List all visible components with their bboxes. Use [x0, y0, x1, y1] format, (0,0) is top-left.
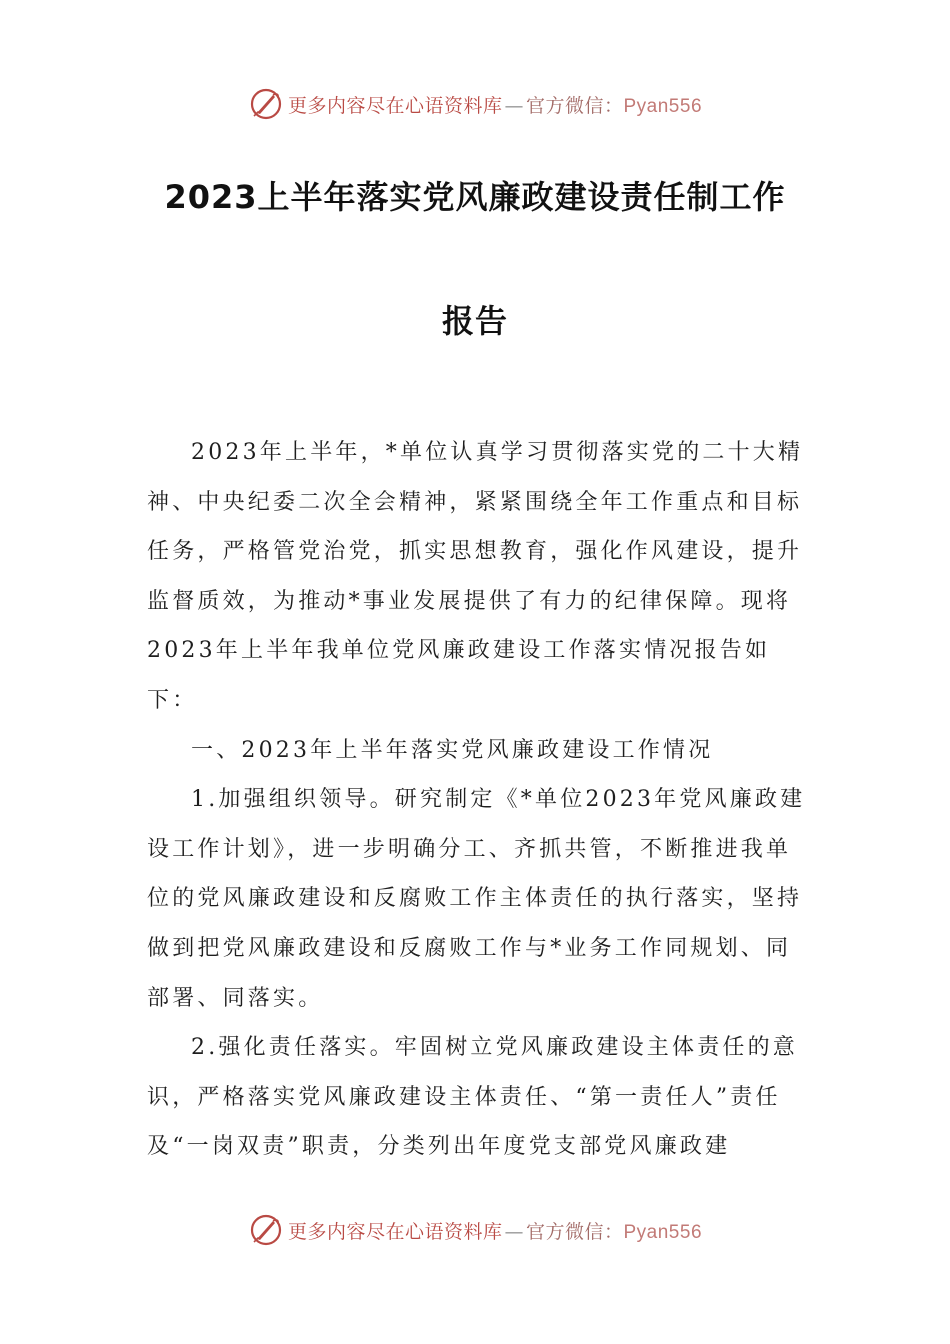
watermark-text: 更多内容尽在心语资料库 — 官方微信：Pyan556: [287, 1220, 703, 1243]
quill-logo-icon: [248, 1212, 284, 1248]
paragraph-intro: 2023年上半年，*单位认真学习贯彻落实党的二十大精神、中央纪委二次全会精神，紧紧围绕全年工作重点和目标任务，严格管党治党，抓实思想教育，强化作风建设，提升监督质效，为推动*事业发展提供了有力的纪律保障。现将2023年上半年我单位党风廉政建设工作落实情况报告如下：: [147, 440, 804, 713]
paragraph-item-2: 2.强化责任落实。牢固树立党风廉政建设主体责任的意识，严格落实党风廉政建设主体责任、“第一责任人”责任及“一岗双责”职责，分类列出年度党支部党风廉政建: [147, 1035, 798, 1160]
document-body: [147, 428, 807, 1172]
quill-logo-icon: [248, 86, 284, 122]
footer-watermark-banner: [0, 1210, 950, 1250]
paragraph-section-heading: 一、2023年上半年落实党风廉政建设工作情况: [191, 737, 714, 763]
watermark-text: 更多内容尽在心语资料库 — 官方微信：Pyan556: [287, 94, 703, 117]
document-title-line-1: 2023上半年落实党风廉政建设责任制工作: [164, 178, 786, 216]
paragraph-item-1: 1.加强组织领导。研究制定《*单位2023年党风廉政建设工作计划》，进一步明确分工、齐抓共管，不断推进我单位的党风廉政建设和反腐败工作主体责任的执行落实，坚持做到把党风廉政建设和反腐败工作与*业务工作同规划、同部署、同落实。: [147, 787, 806, 1011]
header-watermark-banner: [0, 84, 950, 124]
document-title-line-2: 报告: [441, 302, 508, 340]
